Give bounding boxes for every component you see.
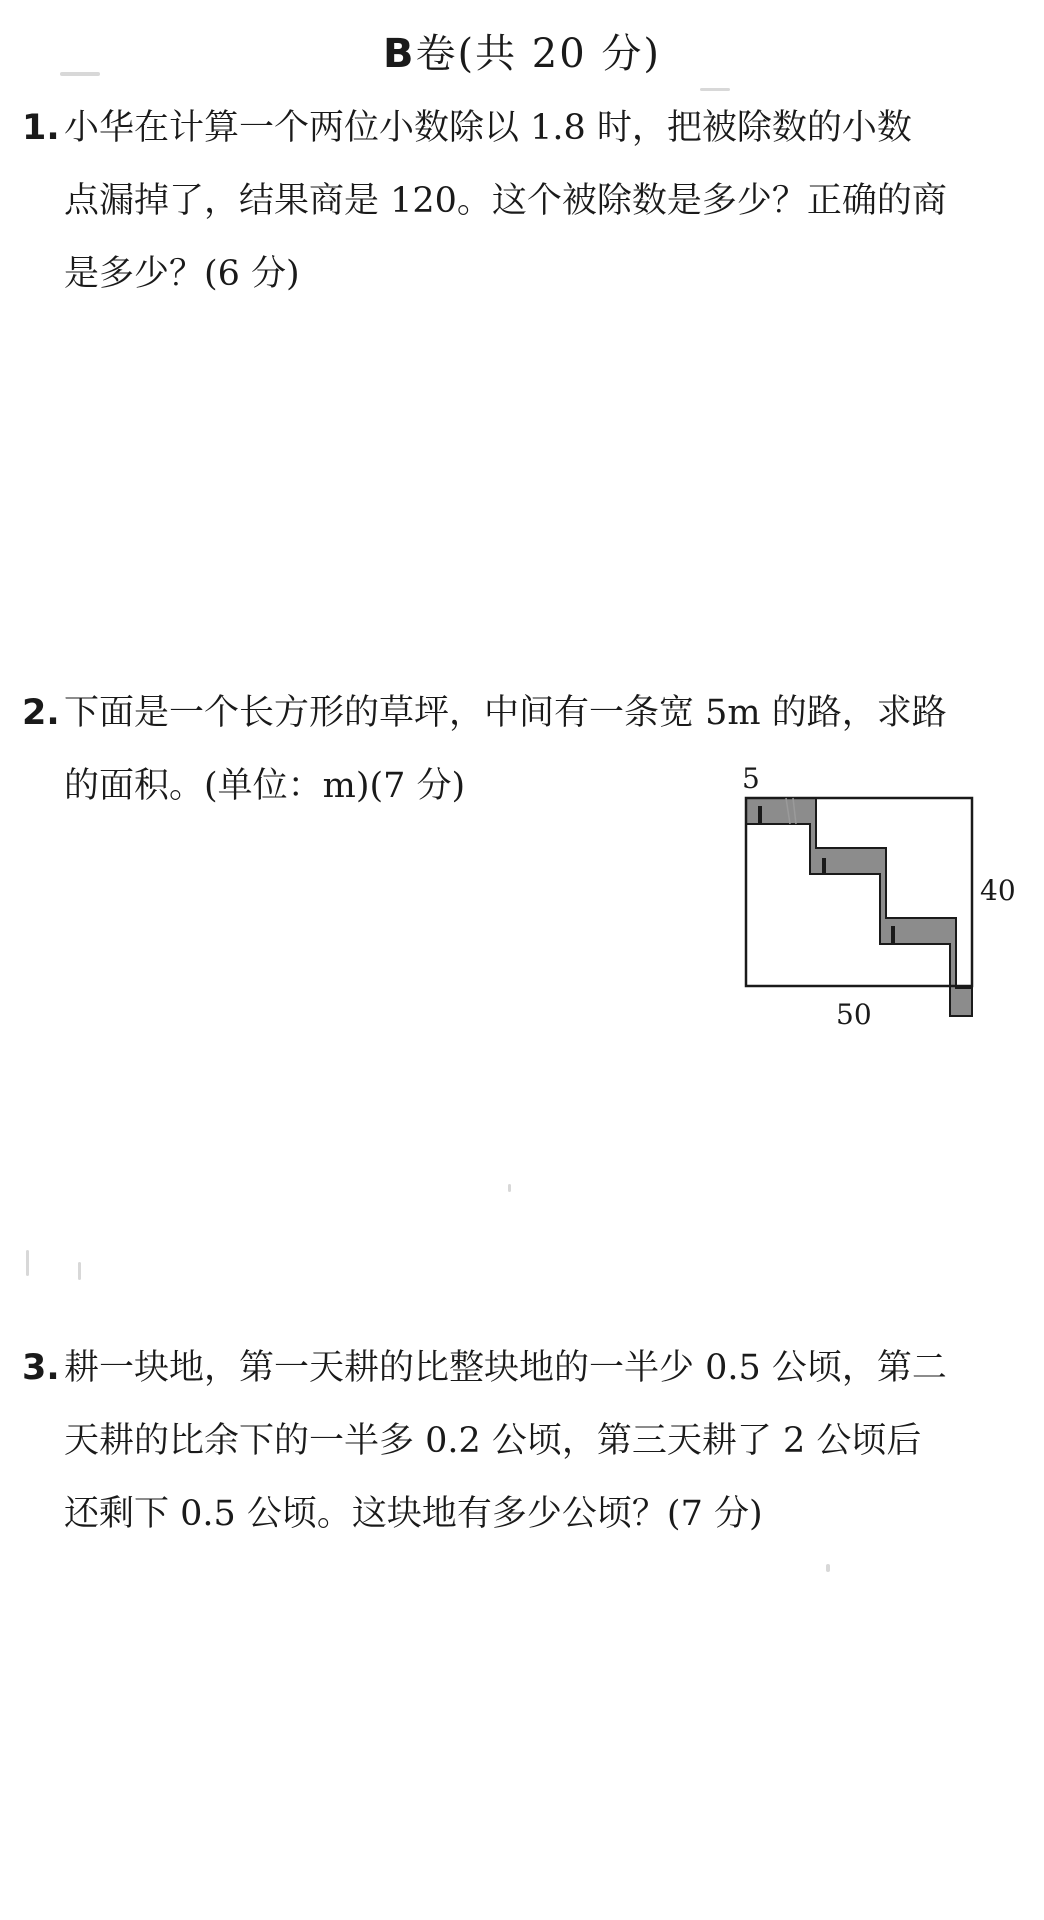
scan-speck: [26, 1250, 29, 1276]
question-text-line: 小华在计算一个两位小数除以 1.8 时，把被除数的小数: [64, 108, 912, 148]
section-title-text: 卷(共 20 分): [415, 31, 662, 77]
question-text-line: 的面积。(单位：m)(7 分): [64, 766, 466, 806]
section-title-letter: B: [382, 31, 416, 77]
path-band: [746, 798, 972, 1016]
lawn-path-diagram: [700, 758, 1020, 1038]
width-label: 50: [836, 998, 872, 1031]
section-title: [0, 22, 1044, 79]
scan-speck: [826, 1564, 830, 1572]
question-text-line: 点漏掉了，结果商是 120。这个被除数是多少？正确的商: [64, 181, 947, 221]
question-1: [22, 92, 1012, 311]
lawn-path-figure: [700, 758, 1020, 1038]
question-number: 2.: [22, 693, 60, 733]
path-width-label: 5: [742, 762, 760, 795]
scan-speck: [508, 1184, 511, 1192]
question-text-line: 还剩下 0.5 公顷。这块地有多少公顷？(7 分): [64, 1494, 763, 1534]
question-3: [22, 1332, 1012, 1551]
lawn-rectangle: [746, 798, 972, 986]
question-text-line: 天耕的比余下的一半多 0.2 公顷，第三天耕了 2 公顷后: [64, 1421, 922, 1461]
question-text-line: 下面是一个长方形的草坪，中间有一条宽 5m 的路，求路: [64, 693, 947, 733]
scan-speck: [60, 72, 100, 76]
scan-speck: [700, 88, 730, 91]
question-number: 3.: [22, 1348, 60, 1388]
question-number: 1.: [22, 108, 60, 148]
question-text-line: 是多少？(6 分): [64, 254, 300, 294]
scan-speck: [78, 1262, 81, 1280]
question-text-line: 耕一块地，第一天耕的比整块地的一半少 0.5 公顷，第二: [64, 1348, 947, 1388]
height-label: 40: [980, 874, 1016, 907]
